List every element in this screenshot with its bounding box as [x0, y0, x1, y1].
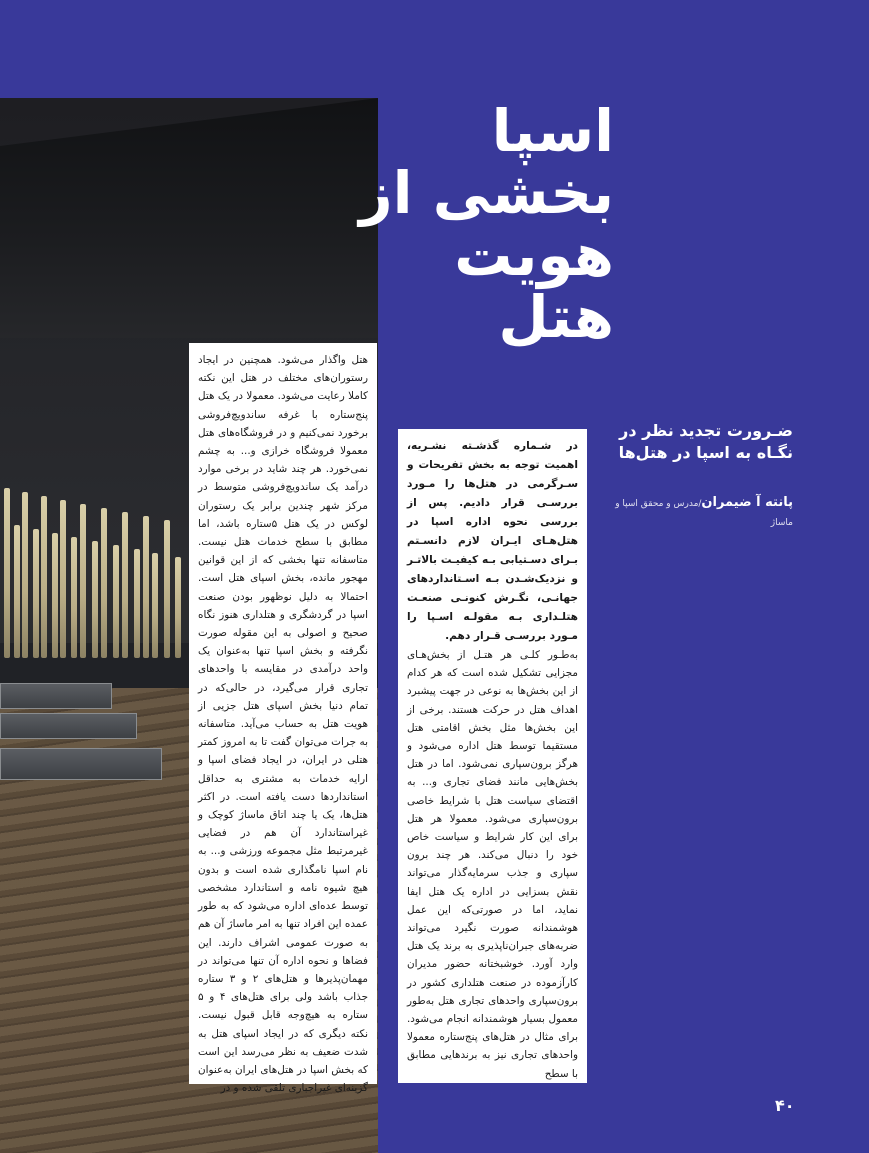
author-name: پانته آ ضیمران [701, 495, 793, 510]
photo-bench [0, 748, 162, 780]
bamboo-stalk [122, 512, 128, 658]
text-column-right [398, 429, 587, 1083]
photo-wall [0, 98, 378, 338]
title-line: بخشی از [359, 159, 614, 227]
title-line: هتل [498, 283, 614, 351]
bamboo-stalk [4, 488, 10, 658]
bamboo-stalk [33, 529, 39, 658]
bamboo-stalk [92, 541, 98, 658]
photo-bench [0, 713, 137, 739]
bamboo-stalk [22, 492, 28, 658]
title-line: اسپا [491, 97, 614, 165]
bamboo-stalk [41, 496, 47, 658]
bamboo-stalk [134, 549, 140, 658]
bamboo-stalk [143, 516, 149, 658]
bamboo-stalk [113, 545, 119, 658]
bamboo-stalk [14, 525, 20, 658]
author-role: /مدرس و محقق اسپا و ماساژ [615, 499, 793, 528]
bamboo-stalk [175, 557, 181, 658]
bamboo-stalk [80, 504, 86, 658]
article-subtitle: ضـرورت تجدید نظر در نگـاه به اسپا در هتل‌ها [618, 421, 793, 462]
photo-bench [0, 683, 112, 709]
lead-paragraph: در شـماره گذشـته نشـریه، اهمیت توجه به بخش تفریحات و سـرگرمی در هتل‌ها را مـورد بررسـی قرار دادیم. پس از بررسی نحوه اداره اسپا در هتل‌هـای ایـران لازم دانسـتم بـرای دسـتیابی بـه کیفیـت بالاتـر و نزدیک‌شـدن بـه اسـتانداردهای جهانـی، نگـرش کنونـی صنعـت هتلـداری بـه مقولـه اسـپا را مـورد بررسـی قـرار دهم. [407, 440, 578, 642]
bamboo-stalk [52, 533, 58, 658]
title-line: هویت [454, 221, 614, 289]
page-number: ۴۰ [775, 1096, 795, 1115]
bamboo-stalk [60, 500, 66, 658]
body-paragraph: هتل واگذار می‌شود. همچنین در ایجاد رستوران‌های مختلف در هتل این نکته کاملا رعایت می‌شود. معمولا در یک هتل پنج‌ستاره با غرفه ساندویچ‌فروشی برخورد نمی‌کنیم و در فروشگاه‌های هتل معمولا فروشگاه خرازی و... به چشم نمی‌خورد. هر چند شاید در برخی موارد درآمد یک ساندویچ‌فروشی متوسط در مرکز شهر چندین برابر یک رستوران لوکس در یک هتل ۵ستاره باشد، اما مطابق با سطح خدمات هتل نیست. متاسفانه تنها بخشی که از این قوانین مهجور مانده، بخش اسپای هتل است. احتمالا به دلیل نوظهور بودن صنعت اسپا در گردشگری و هتلداری هنوز نگاه صحیح و اصولی به این مقوله صورت نگرفته و بخش اسپا تنها به‌عنوان یک واحد درآمدی در مقایسه با واحدهای تجاری قرار می‌گیرد، در حالی‌که در تمام دنیا بخش اسپای هتل جزیی از هویت هتل به حساب می‌آید. متاسفانه به جرات می‌توان گفت تا به امروز کمتر هتلی در ایران، در ایجاد فضای اسپا و ارایه خدمات به مشتری به حداقل استانداردها دست یافته است. در اکثر هتل‌ها، یک یا چند اتاق ماساژ کوچک و غیراستاندارد آن هم در فضایی غیرمرتبط مثل مجموعه ورزشی و... به نام اسپا نامگذاری شده است و بدون هیچ شیوه نامه و استاندارد مشخصی توسط عده‌ای اداره می‌شود که به طور عمده این افراد تنها به امر ماساژ آن هم به صورت عمومی اشراف دارند. این فضاها و نحوه اداره آن تنها می‌تواند در مهمان‌پذیرها و هتل‌های ۲ و ۳ ستاره جذاب باشد ولی برای هتل‌های ۴ و ۵ ستاره به هیچ‌وجه قابل قبول نیست. نکته دیگری که در ایجاد اسپای هتل به شدت ضعیف به نظر می‌رسد این است که بخش اسپا در هتل‌های ایران به‌عنوان گزینه‌ای غیراجباری تلقی شده و در [198, 354, 369, 1095]
bamboo-stalk [164, 520, 170, 658]
bamboo-stalk [101, 508, 107, 658]
text-column-left [189, 343, 377, 1095]
body-paragraph: به‌طـور کلـی هر هتـل از بخش‌هـای مجزایی تشکیل شده است که هر کدام از این بخش‌ها به نوعی در جهت پیشبرد اهداف هتل در حرکت هستند. برخی از این بخش‌ها مثل بخش اقامتی هتل مستقیما توسط هتل اداره می‌شود و هرگز برون‌سپاری نمی‌شود. اما در هتل بخش‌هایی مانند فضای تجاری و... به اقتضای سیاست هتل با شرایط خاصی برون‌سپاری می‌شود. معمولا هر هتل برای این کار شرایط و سیاست خاص خود را دنبال می‌کند. هر چند برون سپاری و جذب سرمایه‌گذار می‌تواند نقش بسزایی در اداره یک هتل ایفا نماید، اما در صورتی‌که این عمل هوشمندانه صورت نگیرد می‌تواند ضربه‌های جبران‌ناپذیری به برند یک هتل وارد آورد. خوشبختانه حضور مدیران کارآزموده در صنعت هتلداری کشور در برون‌سپاری واحدهای تجاری هتل به‌طور معمول بسیار هوشمندانه انجام می‌شود. برای مثال در هتل‌های پنج‌ستاره معمولا واحدهای تجاری نیز به برندهایی مطابق با سطح [407, 649, 578, 1080]
author-byline [593, 494, 793, 532]
bamboo-stalk [71, 537, 77, 658]
bamboo-stalk [152, 553, 158, 658]
article-title [354, 97, 614, 351]
